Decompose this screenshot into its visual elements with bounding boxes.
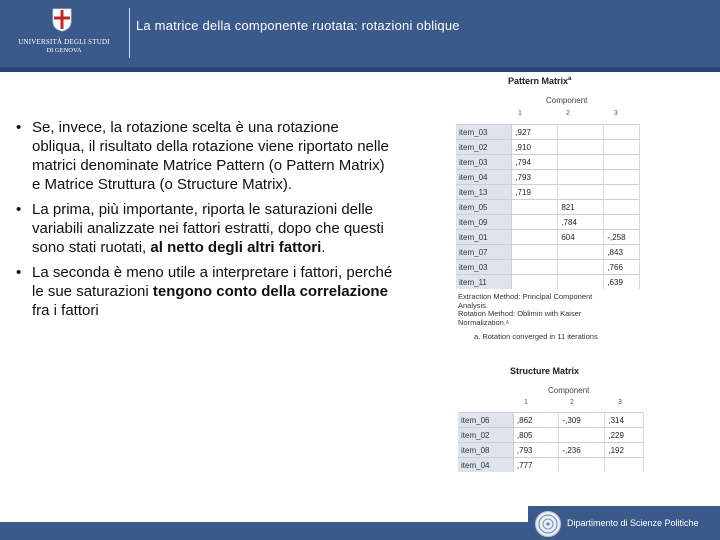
structure-matrix-panel (452, 362, 664, 482)
matrix-row (456, 155, 640, 170)
matrix-variable-cell: item_06 (458, 413, 513, 428)
bullet-marker: • (16, 119, 22, 136)
matrix-variable-cell: item_13 (456, 185, 512, 200)
footnote-line: Normalization.ᵃ (458, 317, 509, 327)
bullet-text-bold: al netto degli altri fattori (150, 239, 322, 256)
bullet-item (14, 118, 394, 194)
matrix-value-cell: ,314 (605, 413, 644, 428)
bullet-item (14, 263, 394, 320)
matrix-variable-cell: item_01 (456, 230, 512, 245)
structure-matrix-table (458, 412, 644, 472)
matrix-value-cell: ,805 (513, 428, 559, 443)
matrix-value-cell: ,927 (512, 125, 558, 140)
matrix-row (458, 428, 644, 443)
matrix-value-cell: ,843 (604, 245, 640, 260)
bullet-text: La seconda è meno utile a interpretare i fattori, perché le sue saturazioni (32, 264, 393, 300)
matrix-value-cell (604, 170, 640, 185)
genova-crest-icon (52, 8, 72, 32)
matrix-value-cell (512, 230, 558, 245)
pattern-matrix-panel (452, 70, 664, 360)
matrix-value-cell (558, 125, 604, 140)
structure-col-2: 2 (570, 399, 574, 406)
footnote-line: a. Rotation converged in 11 iterations (474, 332, 598, 341)
matrix-row (456, 245, 640, 260)
matrix-value-cell (604, 140, 640, 155)
matrix-value-cell (512, 260, 558, 275)
bullet-text: fra i fattori (32, 302, 99, 319)
structure-col-1: 1 (524, 399, 528, 406)
structure-matrix-title: Structure Matrix (510, 366, 580, 376)
matrix-value-cell: ,766 (604, 260, 640, 275)
matrix-row (456, 275, 640, 290)
matrix-variable-cell: item_02 (458, 428, 513, 443)
matrix-value-cell (512, 200, 558, 215)
matrix-row (458, 413, 644, 428)
matrix-variable-cell: item_05 (456, 200, 512, 215)
matrix-value-cell: ,777 (513, 458, 559, 473)
matrix-value-cell (604, 125, 640, 140)
structure-col-3: 3 (618, 399, 622, 406)
footnote-line: Rotation Method: Oblimin with Kaiser (458, 309, 582, 318)
structure-component-label: Component (548, 386, 590, 395)
matrix-value-cell (558, 155, 604, 170)
matrix-value-cell (558, 260, 604, 275)
bullet-marker: • (16, 201, 22, 218)
bullet-list (14, 118, 394, 326)
matrix-value-cell: ,192 (605, 443, 644, 458)
university-logo (8, 6, 120, 60)
matrix-variable-cell: item_04 (458, 458, 513, 473)
matrix-variable-cell: item_07 (456, 245, 512, 260)
pattern-component-label: Component (546, 96, 588, 105)
department-name: Dipartimento di Scienze Politiche (567, 518, 699, 528)
pattern-matrix-table (456, 124, 640, 289)
bullet-text-bold: tengono conto della correlazione (152, 283, 388, 300)
matrix-value-cell (605, 458, 644, 473)
matrix-variable-cell: item_04 (456, 170, 512, 185)
matrix-value-cell: ,719 (512, 185, 558, 200)
matrix-value-cell (604, 185, 640, 200)
bullet-marker: • (16, 264, 22, 281)
pattern-col-1: 1 (518, 110, 522, 117)
bullet-text: . (321, 239, 326, 256)
department-seal-icon (535, 511, 561, 537)
university-name: UNIVERSITÀ DEGLI STUDI (18, 38, 110, 46)
bullet-text: Se, invece, la rotazione scelta è una rotazione obliqua, il risultato della rotazione viene riportato nelle matrici denominate Matrice Pattern (o Pattern Matrix) e Matrice Struttura (o Structure Matrix). (32, 119, 389, 193)
matrix-value-cell (604, 200, 640, 215)
matrix-value-cell: 821 (558, 200, 604, 215)
matrix-value-cell: ,862 (513, 413, 559, 428)
pattern-col-2: 2 (566, 110, 570, 117)
matrix-row (456, 260, 640, 275)
matrix-value-cell (559, 458, 605, 473)
matrix-row (456, 230, 640, 245)
matrix-row (456, 125, 640, 140)
matrix-value-cell (512, 275, 558, 290)
matrix-value-cell: ,794 (512, 155, 558, 170)
pattern-matrix-title: Pattern Matrix$^a$ (508, 76, 572, 86)
matrix-variable-cell: item_02 (456, 140, 512, 155)
matrix-value-cell: ,910 (512, 140, 558, 155)
matrix-value-cell: ,229 (605, 428, 644, 443)
matrix-value-cell (558, 275, 604, 290)
footnote-line: Extraction Method: Principal Component (458, 292, 593, 301)
matrix-value-cell (558, 245, 604, 260)
matrix-row (456, 170, 640, 185)
slide-title: La matrice della componente ruotata: rotazioni oblique (136, 18, 460, 33)
matrix-value-cell (558, 170, 604, 185)
matrix-value-cell (512, 245, 558, 260)
matrix-value-cell: -,309 (559, 413, 605, 428)
matrix-variable-cell: item_08 (458, 443, 513, 458)
matrix-variable-cell: item_09 (456, 215, 512, 230)
university-city: DI GENOVA (46, 47, 82, 54)
matrix-row (458, 458, 644, 473)
matrix-variable-cell: item_03 (456, 155, 512, 170)
matrix-value-cell: ,793 (512, 170, 558, 185)
bullet-text: La prima, più importante, riporta le saturazioni delle variabili analizzate nei fattori estratti, dopo che questi sono stati ruotati, (32, 201, 384, 256)
matrix-value-cell (604, 215, 640, 230)
matrix-value-cell: 604 (558, 230, 604, 245)
matrix-variable-cell: item_03 (456, 125, 512, 140)
matrix-variable-cell: item_11 (456, 275, 512, 290)
header-divider (129, 8, 130, 58)
matrix-row (456, 185, 640, 200)
footnote-line: Analysis. (458, 300, 489, 310)
matrix-row (456, 215, 640, 230)
matrix-value-cell: ,639 (604, 275, 640, 290)
matrix-row (456, 200, 640, 215)
matrix-row (458, 443, 644, 458)
matrix-value-cell: ,793 (513, 443, 559, 458)
matrix-value-cell: -,258 (604, 230, 640, 245)
matrix-value-cell: -,236 (559, 443, 605, 458)
matrix-value-cell: ,784 (558, 215, 604, 230)
matrix-value-cell (559, 428, 605, 443)
matrix-variable-cell: item_03 (456, 260, 512, 275)
matrix-value-cell (558, 185, 604, 200)
matrix-value-cell (604, 155, 640, 170)
matrix-value-cell (512, 215, 558, 230)
matrix-value-cell (558, 140, 604, 155)
matrix-row (456, 140, 640, 155)
bullet-item (14, 200, 394, 257)
pattern-matrix-footnote (458, 293, 628, 342)
pattern-col-3: 3 (614, 110, 618, 117)
